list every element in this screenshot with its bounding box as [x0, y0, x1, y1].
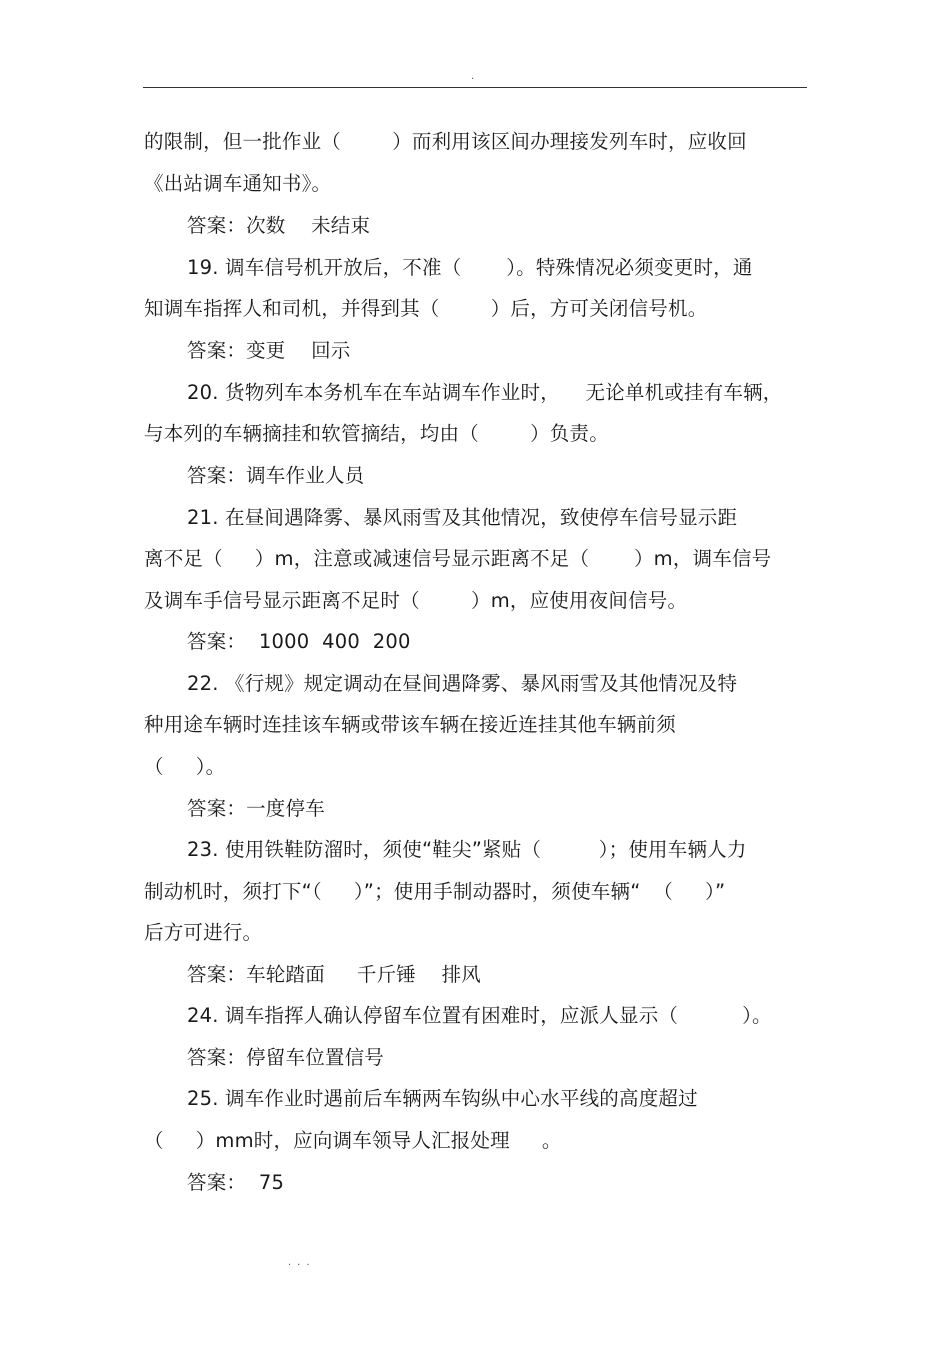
text-line: 及调车手信号显示距离不足时（ ）m，应使用夜间信号。 — [144, 589, 688, 612]
text-line: 与本列的车辆摘挂和软管摘结，均由（ ）负责。 — [144, 422, 609, 445]
text-line: （ ）mm时，应向调车领导人汇报处理 。 — [144, 1129, 562, 1152]
answer-line: 答案： 75 — [187, 1171, 285, 1194]
text-line: （ ）。 — [144, 755, 226, 778]
question-line: 20. 货物列车本务机车在车站调车作业时， 无论单机或挂有车辆， — [187, 381, 783, 404]
answer-line: 答案：停留车位置信号 — [187, 1046, 385, 1069]
question-line: 25. 调车作业时遇前后车辆两车钩纵中心水平线的高度超过 — [187, 1087, 698, 1110]
text-line: 的限制，但一批作业（ ）而利用该区间办理接发列车时，应收回 — [144, 130, 747, 153]
question-line: 19. 调车信号机开放后，不准（ ）。特殊情况必须变更时，通 — [187, 256, 753, 279]
question-line: 21. 在昼间遇降雾、暴风雨雪及其他情况，致使停车信号显示距 — [187, 506, 738, 529]
header-rule — [143, 87, 807, 88]
text-line: 种用途车辆时连挂该车辆或带该车辆在接近连挂其他车辆前须 — [144, 713, 676, 736]
question-line: 24. 调车指挥人确认停留车位置有困难时，应派人显示（ ）。 — [187, 1004, 772, 1027]
answer-line: 答案：变更 回示 — [187, 339, 351, 362]
text-line: 制动机时，须打下“（ ）”；使用手制动器时，须使车辆“ （ ）” — [144, 880, 726, 903]
answer-line: 答案：调车作业人员 — [187, 464, 365, 487]
answer-line: 答案：一度停车 — [187, 797, 325, 820]
header-mark: . — [471, 71, 475, 82]
footer-mark: ... — [288, 1257, 316, 1268]
answer-line: 答案：次数 未结束 — [187, 214, 371, 237]
text-line: 后方可进行。 — [144, 921, 263, 944]
question-line: 22. 《行规》规定调动在昼间遇降雾、暴风雨雪及其他情况及特 — [187, 672, 738, 695]
text-line: 《出站调车通知书》。 — [144, 172, 332, 195]
question-line: 23. 使用铁鞋防溜时，须使“鞋尖”紧贴（ ）；使用车辆人力 — [187, 838, 747, 861]
text-line: 知调车指挥人和司机，并得到其（ ）后，方可关闭信号机。 — [144, 297, 708, 320]
text-line: 离不足（ ）m，注意或减速信号显示距离不足（ ）m，调车信号 — [144, 547, 772, 570]
answer-line: 答案：车轮踏面 千斤锤 排风 — [187, 963, 481, 986]
answer-line: 答案： 1000 400 200 — [187, 630, 411, 653]
